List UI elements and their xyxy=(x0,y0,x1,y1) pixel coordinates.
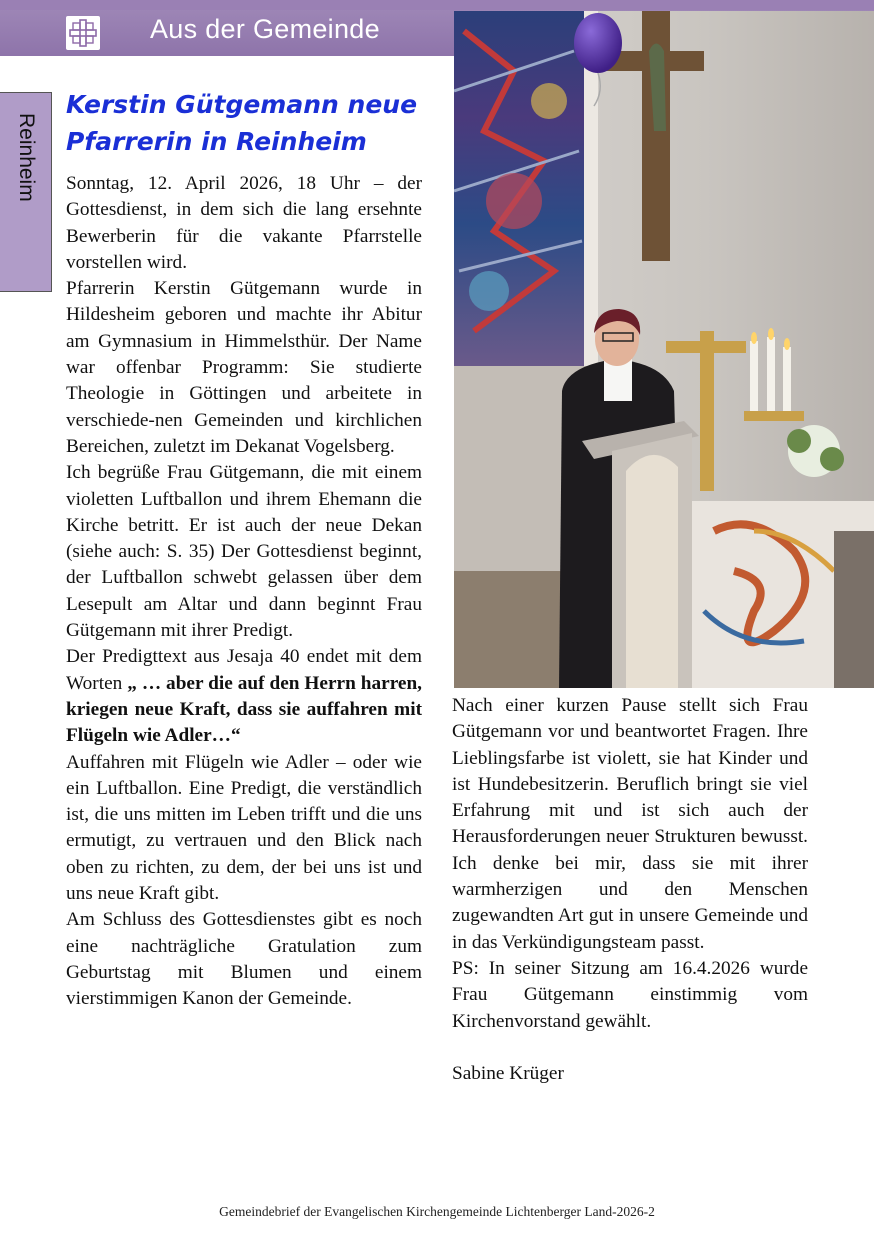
bible-quote: „ … aber die auf den Herrn harren, kriegen neue Kraft, dass sie auffahren mit Flügeln wie Adler…“ xyxy=(66,672,423,747)
paragraph-4 xyxy=(66,644,422,749)
section-title: Aus der Gemeinde xyxy=(150,14,380,44)
church-cross-logo-icon xyxy=(66,16,100,50)
side-tab-reinheim xyxy=(0,92,52,292)
paragraph-7: Nach einer kurzen Pause stellt sich Frau Gütgemann vor und beantwortet Fragen. Ihre Lieblingsfarbe ist violett, sie hat Kinder und ist Hundebesitzerin. Beruflich bringt sie viel Erfahrung mit und ist sich auch der Herausforderungen neuer Strukturen bewusst. Ich denke bei mir, dass sie mit ihrer warmherzigen und den Menschen zugewandten Art gut in unsere Gemeinde und in das Verkündigungsteam passt. xyxy=(452,695,808,953)
page-footer: Gemeindebrief der Evangelischen Kirchengemeinde Lichtenberger Land-2026-2 xyxy=(219,1204,655,1219)
paragraph-3: Ich begrüße Frau Gütgemann, die mit einem violetten Luftballon und ihrem Ehemann die Kirche betritt. Er ist auch der neue Dekan (siehe auch: S. 35) Der Gottesdienst beginnt, der Luftballon schwebt gelassen über dem Lesepult am Altar und dann beginnt Frau Gütgemann mit ihrer Predigt. xyxy=(66,462,422,642)
header-top-strip xyxy=(0,0,874,10)
church-photo xyxy=(454,11,874,688)
paragraph-6: Am Schluss des Gottesdienstes gibt es noch eine nachträgliche Gratulation zum Geburtstag mit Blumen und einem vierstimmigen Kanon der Gemeinde. xyxy=(66,909,422,1010)
article-column-right xyxy=(452,693,808,1087)
paragraph-4-intro: Der Predigttext aus Jesaja 40 endet mit dem Worten xyxy=(66,646,422,694)
paragraph-5: Auffahren mit Flügeln wie Adler – oder wie ein Luftballon. Eine Predigt, die verständlich ist, die uns mitten im Leben trifft und die uns ermutigt, zu vertrauen und den Blick nach oben zu richten, zu dem, der bei uns ist und uns neue Kraft gibt. xyxy=(66,751,422,905)
article-column-left xyxy=(66,171,422,1013)
headline-line-2: Pfarrerin in Reinheim xyxy=(66,127,367,156)
paragraph-1: Sonntag, 12. April 2026, 18 Uhr – der Gottesdienst, in dem sich die lang ersehnte Bewerberin für die vakante Pfarrstelle vorstellen wird. xyxy=(66,173,422,273)
side-tab-label: Reinheim xyxy=(15,113,38,202)
article-headline xyxy=(66,86,426,160)
spacer xyxy=(452,1035,808,1061)
paragraph-8: PS: In seiner Sitzung am 16.4.2026 wurde Frau Gütgemann einstimmig vom Kirchenvorstand gewählt. xyxy=(452,957,808,1032)
headline-line-1: Kerstin Gütgemann neue xyxy=(66,90,418,119)
author-signature: Sabine Krüger xyxy=(452,1063,564,1085)
paragraph-2: Pfarrerin Kerstin Gütgemann wurde in Hildesheim geboren und machte ihr Abitur am Gymnasium in Himmelsthür. Der Name war offenbar Programm: Sie studierte Theologie in Göttingen und arbeitete in verschiede-nen Gemeinden und kirchlichen Bereichen, zuletzt im Dekanat Vogelsberg. xyxy=(66,278,422,457)
